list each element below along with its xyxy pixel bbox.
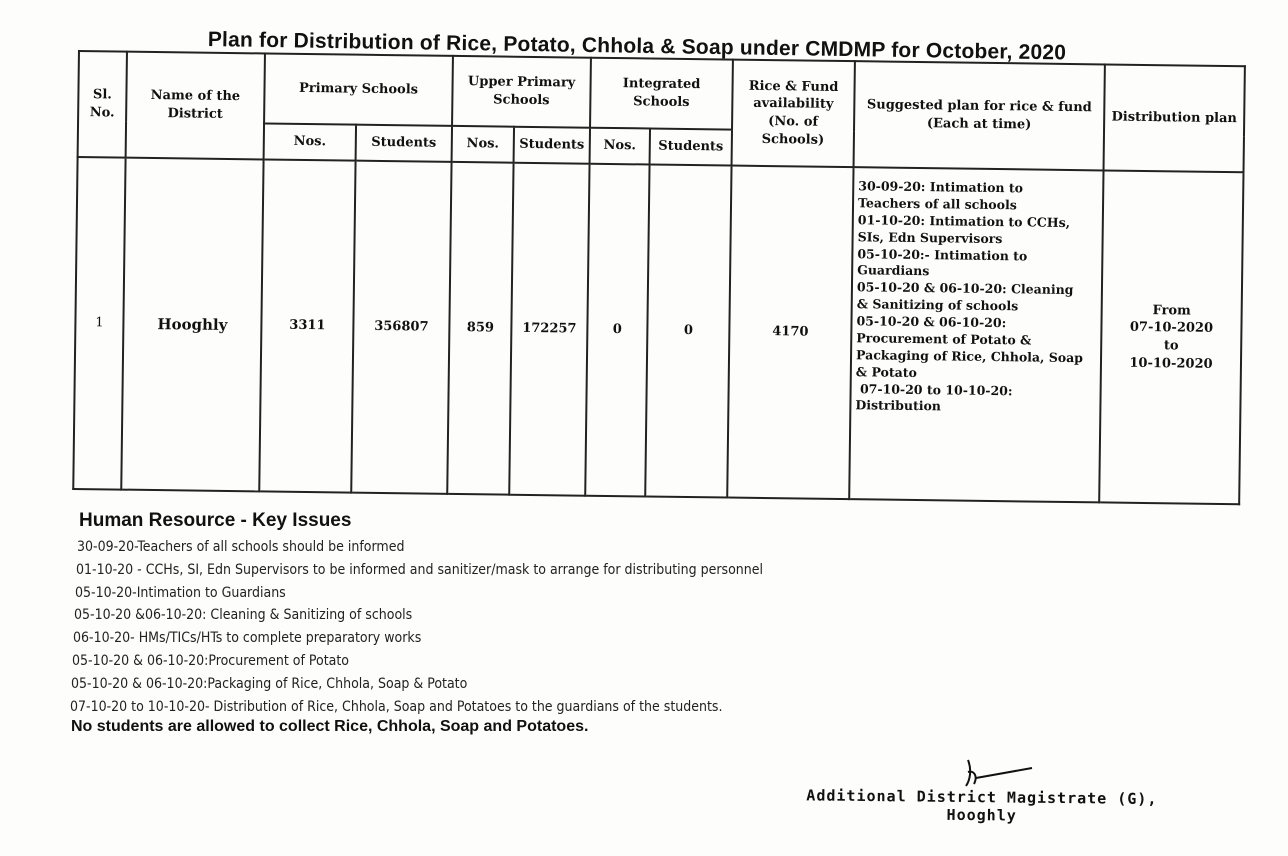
plan-line: 05-10-20:- Intimation to bbox=[857, 245, 1028, 263]
header-district: Name of the District bbox=[126, 52, 265, 160]
distribution-line: to bbox=[1163, 338, 1179, 354]
table-row bbox=[73, 157, 1243, 504]
signature-block bbox=[772, 786, 1192, 826]
hr-note: No students are allowed to collect Rice, Chhola, Soap and Potatoes. bbox=[71, 718, 589, 736]
plan-line: 01-10-20: Intimation to CCHs, bbox=[857, 211, 1071, 230]
distribution-table-wrapper bbox=[72, 50, 1244, 515]
plan-line: & Sanitizing of schools bbox=[856, 296, 1019, 314]
distribution-line: From bbox=[1152, 302, 1191, 319]
header-integrated-schools: Integrated Schools bbox=[590, 58, 733, 130]
cell-suggested-plan bbox=[849, 167, 1103, 502]
document-title: Plan for Distribution of Rice, Potato, Chhola & Soap under CMDMP for October, 2020 bbox=[207, 28, 1067, 65]
cell-primary-nos: 3311 bbox=[259, 159, 355, 492]
header-sl-no: Sl. No. bbox=[78, 51, 127, 158]
plan-line: Packaging of Rice, Chhola, Soap bbox=[855, 346, 1084, 365]
plan-line: Procurement of Potato & bbox=[856, 330, 1032, 348]
header-primary-students: Students bbox=[356, 125, 452, 162]
plan-line: & Potato bbox=[855, 363, 918, 380]
hr-item: 05-10-20 &06-10-20: Cleaning & Sanitizing of schools bbox=[74, 607, 413, 624]
hr-item: 05-10-20 & 06-10-20:Packaging of Rice, Chhola, Soap & Potato bbox=[71, 675, 468, 692]
cell-integrated-nos: 0 bbox=[585, 164, 649, 497]
header-primary-schools: Primary Schools bbox=[264, 53, 453, 125]
header-integrated-students: Students bbox=[650, 128, 732, 165]
header-upper-nos: Nos. bbox=[452, 126, 514, 163]
cell-integrated-students: 0 bbox=[645, 164, 731, 497]
header-upper-students: Students bbox=[514, 127, 590, 164]
plan-line: 05-10-20 & 06-10-20: Cleaning bbox=[856, 279, 1074, 298]
hr-key-issues bbox=[72, 510, 972, 736]
header-primary-nos: Nos. bbox=[264, 123, 356, 160]
signature-designation: Additional District Magistrate (G), bbox=[806, 786, 1158, 809]
cell-district: Hooghly bbox=[121, 158, 263, 492]
cell-primary-students: 356807 bbox=[351, 161, 451, 494]
hr-item: 07-10-20 to 10-10-20- Distribution of Rice, Chhola, Soap and Potatoes to the guardians of the students. bbox=[70, 698, 723, 715]
cell-upper-students: 172257 bbox=[509, 163, 589, 496]
plan-line: 07-10-20 to 10-10-20: bbox=[855, 380, 1013, 398]
cell-distribution-plan bbox=[1099, 170, 1243, 504]
signature-place: Hooghly bbox=[946, 805, 1017, 825]
cell-upper-nos: 859 bbox=[447, 162, 513, 495]
signature-mark bbox=[958, 756, 1038, 792]
header-distribution-plan: Distribution plan bbox=[1104, 64, 1245, 172]
hr-item: 05-10-20-Intimation to Guardians bbox=[75, 584, 286, 601]
plan-line: Teachers of all schools bbox=[857, 195, 1017, 213]
plan-line: 30-09-20: Intimation to bbox=[858, 178, 1024, 196]
cell-rice-fund: 4170 bbox=[727, 166, 853, 500]
plan-line: Guardians bbox=[857, 262, 930, 279]
header-rice-fund: Rice & Fund availability (No. of Schools) bbox=[732, 60, 855, 168]
distribution-line: 07-10-2020 bbox=[1129, 320, 1214, 337]
hr-title: Human Resource - Key Issues bbox=[79, 510, 352, 531]
hr-item: 30-09-20-Teachers of all schools should be informed bbox=[77, 539, 405, 555]
hr-item: 06-10-20- HMs/TICs/HTs to complete preparatory works bbox=[73, 630, 422, 647]
header-suggested-plan: Suggested plan for rice & fund (Each at time) bbox=[854, 61, 1105, 170]
header-integrated-nos: Nos. bbox=[590, 128, 650, 165]
hr-item: 01-10-20 - CCHs, SI, Edn Supervisors to be informed and sanitizer/mask to arrange for distributing personnel bbox=[76, 561, 764, 578]
hr-item: 05-10-20 & 06-10-20:Procurement of Potato bbox=[72, 652, 350, 669]
distribution-line: 10-10-2020 bbox=[1129, 355, 1213, 372]
plan-line: SIs, Edn Supervisors bbox=[857, 228, 1003, 246]
cell-sl-no: 1 bbox=[73, 157, 125, 490]
distribution-table bbox=[72, 50, 1246, 505]
plan-line: Distribution bbox=[855, 397, 942, 414]
header-upper-primary-schools: Upper Primary Schools bbox=[452, 56, 591, 128]
plan-line: 05-10-20 & 06-10-20: bbox=[856, 313, 1007, 331]
